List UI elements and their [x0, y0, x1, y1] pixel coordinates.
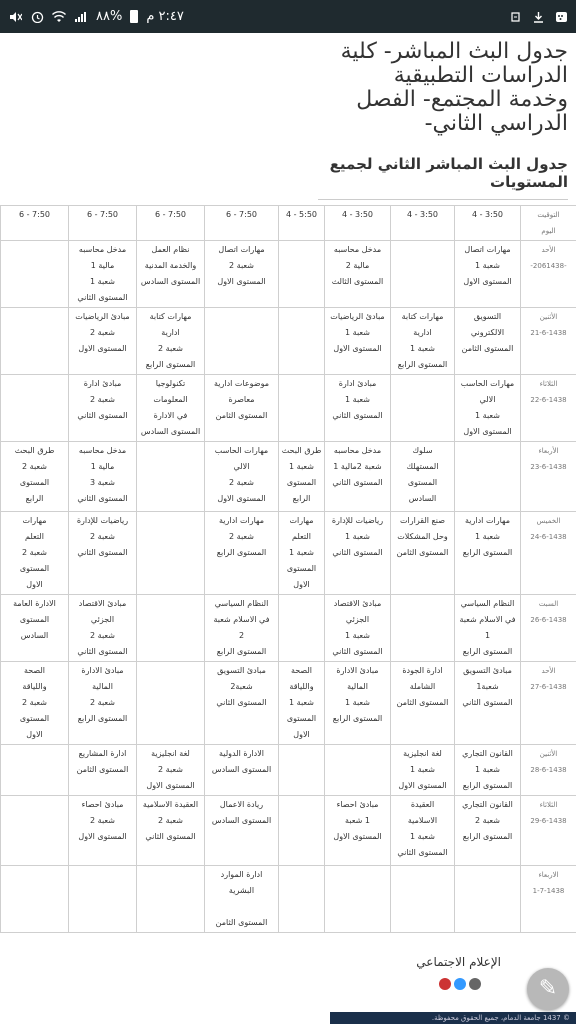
edit-fab-icon[interactable]: ✎ [527, 968, 569, 1010]
course-cell [1, 375, 69, 442]
course-cell: مبادئ الرياضيات شعبة 1 المستوى الاول [325, 308, 391, 375]
status-bar [0, 0, 576, 33]
course-cell [1, 745, 69, 796]
day-cell: الأربعاء 23-6-1438 [521, 442, 576, 512]
table-row [1, 512, 576, 595]
instagram-icon[interactable] [469, 978, 481, 990]
header-time-slot: 7:50 - 6 [1, 206, 69, 241]
course-cell: نظام العمل والخدمة المدنية المستوى السادس [137, 241, 205, 308]
course-cell [279, 375, 325, 442]
course-cell: مدخل محاسبه شعبة 2مالية 1 المستوى الثاني [325, 442, 391, 512]
table-header-row [1, 206, 576, 241]
course-cell [279, 745, 325, 796]
battery-percent: %٨٨ [96, 9, 123, 24]
course-cell: رياضيات للإدارة شعبة 2 المستوى الثاني [69, 512, 137, 595]
course-cell: تكنولوجيا المعلومات في الادارة المستوى السادس [137, 375, 205, 442]
header-time-slot: 3:50 - 4 [455, 206, 521, 241]
course-cell [391, 375, 455, 442]
course-cell [1, 308, 69, 375]
course-cell: الادارة الدولية المستوى السادس [205, 745, 279, 796]
course-cell [137, 866, 205, 933]
table-row [1, 796, 576, 866]
course-cell: القانون التجاري شعبة 1 المستوى الرابع [455, 745, 521, 796]
course-cell: ادارة الجودة الشاملة المستوى الثامن [391, 662, 455, 745]
download-icon [532, 11, 545, 23]
page-title: جدول البث المباشر- كلية الدراسات التطبيقية وخدمة المجتمع- الفصل الدراسي الثاني- [340, 39, 568, 136]
course-cell: النظام السياسي في الاسلام شعبة 1 المستوى الرابع [455, 595, 521, 662]
footer-copyright: © 1437 جامعة الدمام، جميع الحقوق محفوظة. [330, 1012, 576, 1024]
day-cell: الخميس 24-6-1438 [521, 512, 576, 595]
table-row [1, 241, 576, 308]
signal-icon [74, 11, 88, 23]
day-cell: الاربعاء 1-7-1438 [521, 866, 576, 933]
course-cell [279, 595, 325, 662]
course-cell: مهارات ادارية شعبة 2 المستوى الرابع [205, 512, 279, 595]
page-subtitle: جدول البث المباشر الثاني لجميع المستويات [318, 155, 568, 200]
course-cell: مبادئ ادارة شعبة 1 المستوى الثاني [325, 375, 391, 442]
course-cell [391, 866, 455, 933]
battery-icon [130, 10, 138, 23]
course-cell [137, 662, 205, 745]
day-cell: الثلاثاء 29-6-1438 [521, 796, 576, 866]
course-cell: طرق البحث شعبة 1 المستوى الرابع [279, 442, 325, 512]
course-cell: لغة انجليزية شعبة 1 المستوى الاول [391, 745, 455, 796]
course-cell: رياضيات للإدارة شعبة 1 المستوى الثاني [325, 512, 391, 595]
course-cell: الادارة العامة المستوى السادس [1, 595, 69, 662]
course-cell: ادارة الموارد البشرية المستوى الثامن [205, 866, 279, 933]
course-cell [455, 442, 521, 512]
table-row [1, 595, 576, 662]
course-cell: مبادئ الرياضيات شعبة 2 المستوى الاول [69, 308, 137, 375]
wifi-icon [52, 11, 66, 23]
day-cell: الأحد 27-6-1438 [521, 662, 576, 745]
course-cell [1, 796, 69, 866]
course-cell: مهارات كتابة ادارية شعبة 1 المستوى الرابع [391, 308, 455, 375]
course-cell [137, 595, 205, 662]
schedule-table [0, 205, 576, 933]
course-cell [1, 866, 69, 933]
course-cell: مبادئ ادارة شعبة 2 المستوى الثاني [69, 375, 137, 442]
course-cell: العقيدة الاسلامية شعبة 1 المستوى الثاني [391, 796, 455, 866]
course-cell [279, 866, 325, 933]
course-cell [455, 866, 521, 933]
course-cell: موضوعات ادارية معاصرة المستوى الثامن [205, 375, 279, 442]
course-cell [205, 308, 279, 375]
course-cell [325, 745, 391, 796]
course-cell [391, 595, 455, 662]
course-cell: مبادئ الاقتصاد الجزئي شعبة 2 المستوى الثاني [69, 595, 137, 662]
table-row [1, 375, 576, 442]
header-time-slot: 3:50 - 4 [325, 206, 391, 241]
course-cell: ادارة المشاريع المستوى الثامن [69, 745, 137, 796]
course-cell: مبادئ احصاء شعبة 2 المستوى الاول [69, 796, 137, 866]
day-cell: الأثنين 21-6-1438 [521, 308, 576, 375]
course-cell: مبادئ الادارة المالية شعبة 1 المستوى الرابع [325, 662, 391, 745]
header-time-slot: 3:50 - 4 [391, 206, 455, 241]
course-cell: التسويق الالكتروني المستوى الثامن [455, 308, 521, 375]
header-time-slot: 5:50 - 4 [279, 206, 325, 241]
status-left [8, 9, 184, 24]
schedule-table-container [0, 205, 576, 933]
header-day-time: التوقيت اليوم [521, 206, 576, 241]
course-cell: مبادئ الادارة المالية شعبة 2 المستوى الرابع [69, 662, 137, 745]
course-cell: مهارات كتابة ادارية شعبة 2 المستوى الرابع [137, 308, 205, 375]
youtube-icon[interactable] [439, 978, 451, 990]
mute-icon [8, 11, 22, 23]
course-cell [279, 241, 325, 308]
course-cell: مبادئ التسويق شعبة2 المستوى الثاني [205, 662, 279, 745]
status-right [509, 11, 568, 23]
course-cell [279, 308, 325, 375]
screenshot-icon [509, 11, 522, 23]
course-cell: القانون التجاري شعبة 2 المستوى الرابع [455, 796, 521, 866]
table-row [1, 442, 576, 512]
header-time-slot: 7:50 - 6 [69, 206, 137, 241]
table-row [1, 866, 576, 933]
course-cell: مهارات الحاسب الالي شعبة 1 المستوى الاول [455, 375, 521, 442]
course-cell [1, 241, 69, 308]
course-cell: مدخل محاسبه مالية 1 شعبة 3 المستوى الثاني [69, 442, 137, 512]
course-cell: صنع القرارات وحل المشكلات المستوى الثامن [391, 512, 455, 595]
course-cell: مدخل محاسبه مالية 1 شعبة 1 المستوى الثاني [69, 241, 137, 308]
course-cell [391, 241, 455, 308]
course-cell [137, 442, 205, 512]
course-cell: مبادئ الاقتصاد الجزئي شعبة 1 المستوى الثاني [325, 595, 391, 662]
course-cell: مهارات ادارية شعبة 1 المستوى الرابع [455, 512, 521, 595]
course-cell: مهارات اتصال شعبة 1 المستوى الاول [455, 241, 521, 308]
blackberry-icon [555, 11, 568, 23]
day-cell: الأحد -2061438- [521, 241, 576, 308]
social-icons [439, 978, 481, 990]
course-cell: النظام السياسي في الاسلام شعبة 2 المستوى الرابع [205, 595, 279, 662]
course-cell: سلوك المستهلك المستوى السادس [391, 442, 455, 512]
course-cell: مهارات التعلم شعبة 2 المستوى الاول [1, 512, 69, 595]
day-cell: السبت 26-6-1438 [521, 595, 576, 662]
course-cell: مبادئ احصاء 1 شعبة المستوى الاول [325, 796, 391, 866]
alarm-icon [30, 11, 44, 23]
course-cell [325, 866, 391, 933]
day-cell: الثلاثاء 22-6-1438 [521, 375, 576, 442]
course-cell: العقيدة الاسلامية شعبة 2 المستوى الثاني [137, 796, 205, 866]
table-row [1, 308, 576, 375]
course-cell: طرق البحث شعبة 2 المستوى الرابع [1, 442, 69, 512]
course-cell: مبادئ التسويق شعبة1 المستوى الثاني [455, 662, 521, 745]
course-cell: مهارات اتصال شعبة 2 المستوى الاول [205, 241, 279, 308]
course-cell: مدخل محاسبه مالية 2 المستوى الثالث [325, 241, 391, 308]
course-cell [279, 796, 325, 866]
course-cell: لغة انجليزية شعبة 2 المستوى الاول [137, 745, 205, 796]
clock: ٢:٤٧ م [146, 9, 184, 24]
table-row [1, 745, 576, 796]
course-cell [137, 512, 205, 595]
course-cell: الصحة واللياقة شعبة 1 المستوى الاول [279, 662, 325, 745]
course-cell: ريادة الاعمال المستوى السادس [205, 796, 279, 866]
course-cell: مهارات الحاسب الالي شعبة 2 المستوى الاول [205, 442, 279, 512]
day-cell: الأثنين 28-6-1438 [521, 745, 576, 796]
table-row [1, 662, 576, 745]
course-cell [69, 866, 137, 933]
course-cell: الصحة واللياقة شعبة 2 المستوى الاول [1, 662, 69, 745]
social-media-label: الإعلام الاجتماعي [416, 955, 501, 969]
twitter-icon[interactable] [454, 978, 466, 990]
header-time-slot: 7:50 - 6 [137, 206, 205, 241]
course-cell: مهارات التعلم شعبة 1 المستوى الاول [279, 512, 325, 595]
header-time-slot: 7:50 - 6 [205, 206, 279, 241]
